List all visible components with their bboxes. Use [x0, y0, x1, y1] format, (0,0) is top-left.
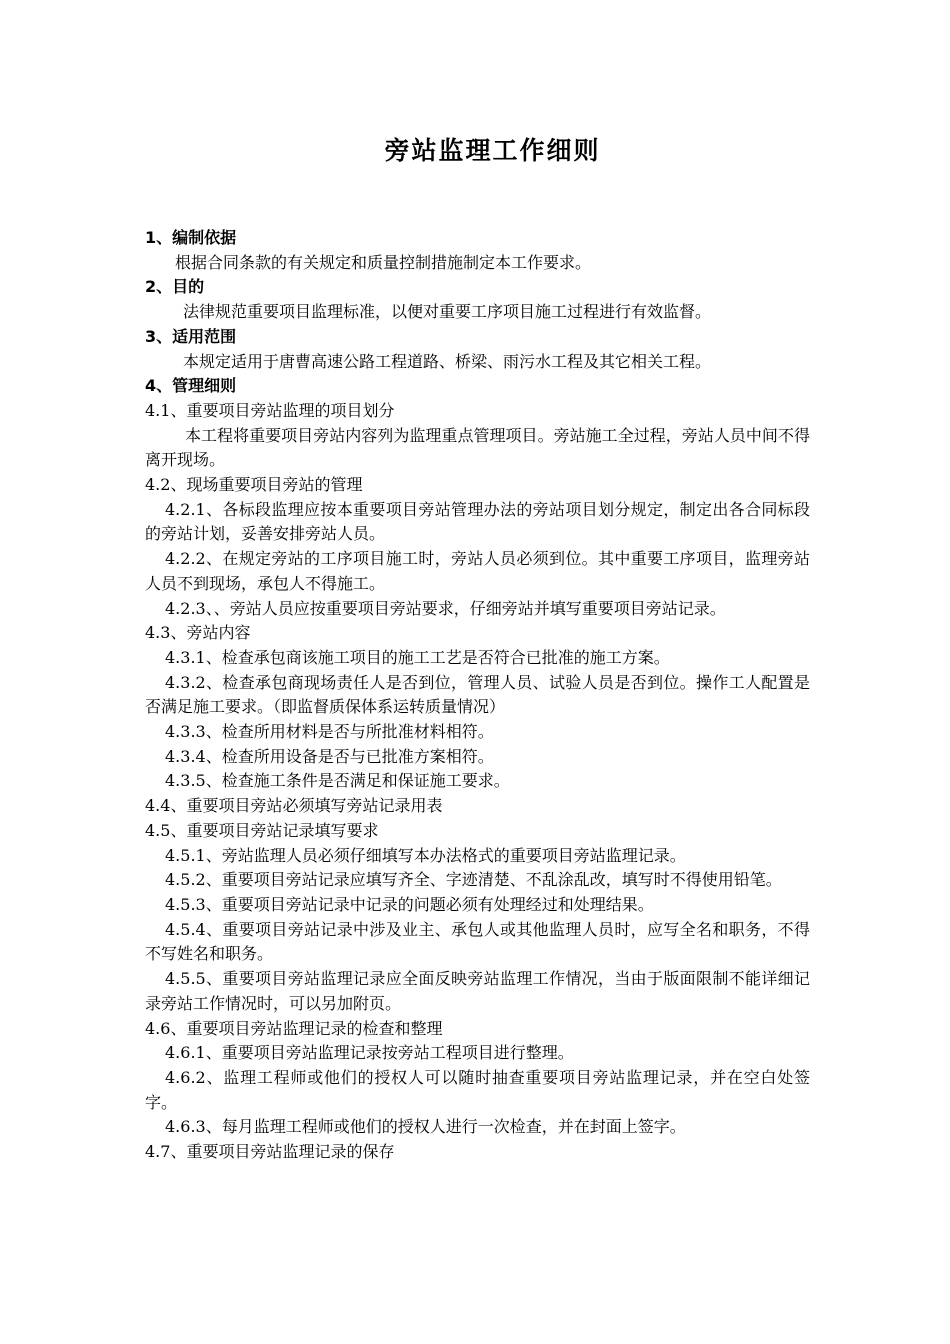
body-paragraph: 根据合同条款的有关规定和质量控制措施制定本工作要求。 — [175, 252, 592, 272]
body-paragraph: 4.3.2、检查承包商现场责任人是否到位，管理人员、试验人员是否到位。操作工人配置是否满足施工要求。（即监督质保体系运转质量情况） — [145, 672, 810, 717]
body-paragraph: 本工程将重要项目旁站内容列为监理重点管理项目。旁站施工全过程，旁站人员中间不得离开现场。 — [145, 425, 810, 470]
subsection-heading: 4.2、现场重要项目旁站的管理 — [145, 475, 363, 495]
body-paragraph: 4.5.1、旁站监理人员必须仔细填写本办法格式的重要项目旁站监理记录。 — [165, 845, 686, 865]
section-heading: 2、目的 — [145, 277, 205, 297]
body-paragraph: 4.2.3、、旁站人员应按重要项目旁站要求，仔细旁站并填写重要项目旁站记录。 — [165, 598, 726, 618]
body-paragraph: 4.5.3、重要项目旁站记录中记录的问题必须有处理经过和处理结果。 — [165, 894, 654, 914]
body-paragraph: 法律规范重要项目监理标准，以便对重要工序项目施工过程进行有效监督。 — [183, 302, 712, 322]
body-paragraph: 4.3.1、检查承包商该施工项目的施工工艺是否符合已批准的施工方案。 — [165, 647, 670, 667]
body-paragraph: 4.3.3、检查所用材料是否与所批准材料相符。 — [165, 722, 494, 742]
section-heading: 1、编制依据 — [145, 228, 237, 247]
body-paragraph: 4.3.4、检查所用设备是否与已批准方案相符。 — [165, 746, 494, 766]
body-paragraph: 4.6.2、监理工程师或他们的授权人可以随时抽查重要项目旁站监理记录，并在空白处签字。 — [145, 1067, 810, 1112]
body-paragraph: 4.5.2、重要项目旁站记录应填写齐全、字迹清楚、不乱涂乱改，填写时不得使用铅笔。 — [165, 870, 782, 890]
body-paragraph: 4.6.3、每月监理工程师或他们的授权人进行一次检查，并在封面上签字。 — [165, 1117, 686, 1137]
subsection-heading: 4.3、旁站内容 — [145, 623, 251, 643]
subsection-heading: 4.6、重要项目旁站监理记录的检查和整理 — [145, 1018, 443, 1038]
subsection-heading: 4.7、重要项目旁站监理记录的保存 — [145, 1142, 395, 1162]
body-paragraph: 4.5.5、重要项目旁站监理记录应全面反映旁站监理工作情况，当由于版面限制不能详细记录旁站工作情况时，可以另加附页。 — [145, 969, 810, 1013]
body-paragraph: 本规定适用于唐曹高速公路工程道路、桥梁、雨污水工程及其它相关工程。 — [183, 351, 712, 371]
subsection-heading: 4.5、重要项目旁站记录填写要求 — [145, 820, 379, 840]
section-heading: 3、适用范围 — [145, 326, 237, 346]
body-paragraph: 4.3.5、检查施工条件是否满足和保证施工要求。 — [165, 771, 510, 791]
body-paragraph: 4.6.1、重要项目旁站监理记录按旁站工程项目进行整理。 — [165, 1043, 574, 1063]
subsection-heading: 4.4、重要项目旁站必须填写旁站记录用表 — [145, 796, 443, 816]
document-body — [145, 226, 810, 1165]
document-title: 旁站监理工作细则 — [384, 136, 601, 165]
body-paragraph: 4.2.1、各标段监理应按本重要项目旁站管理办法的旁站项目划分规定，制定出各合同标段的旁站计划，妥善安排旁站人员。 — [145, 499, 810, 544]
body-paragraph: 4.5.4、重要项目旁站记录中涉及业主、承包人或其他监理人员时，应写全名和职务，不得不写姓名和职务。 — [145, 919, 810, 964]
subsection-heading: 4.1、重要项目旁站监理的项目划分 — [145, 400, 395, 420]
section-heading: 4、管理细则 — [145, 376, 237, 396]
body-paragraph: 4.2.2、在规定旁站的工序项目施工时，旁站人员必须到位。其中重要工序项目，监理旁站人员不到现场，承包人不得施工。 — [145, 549, 810, 593]
